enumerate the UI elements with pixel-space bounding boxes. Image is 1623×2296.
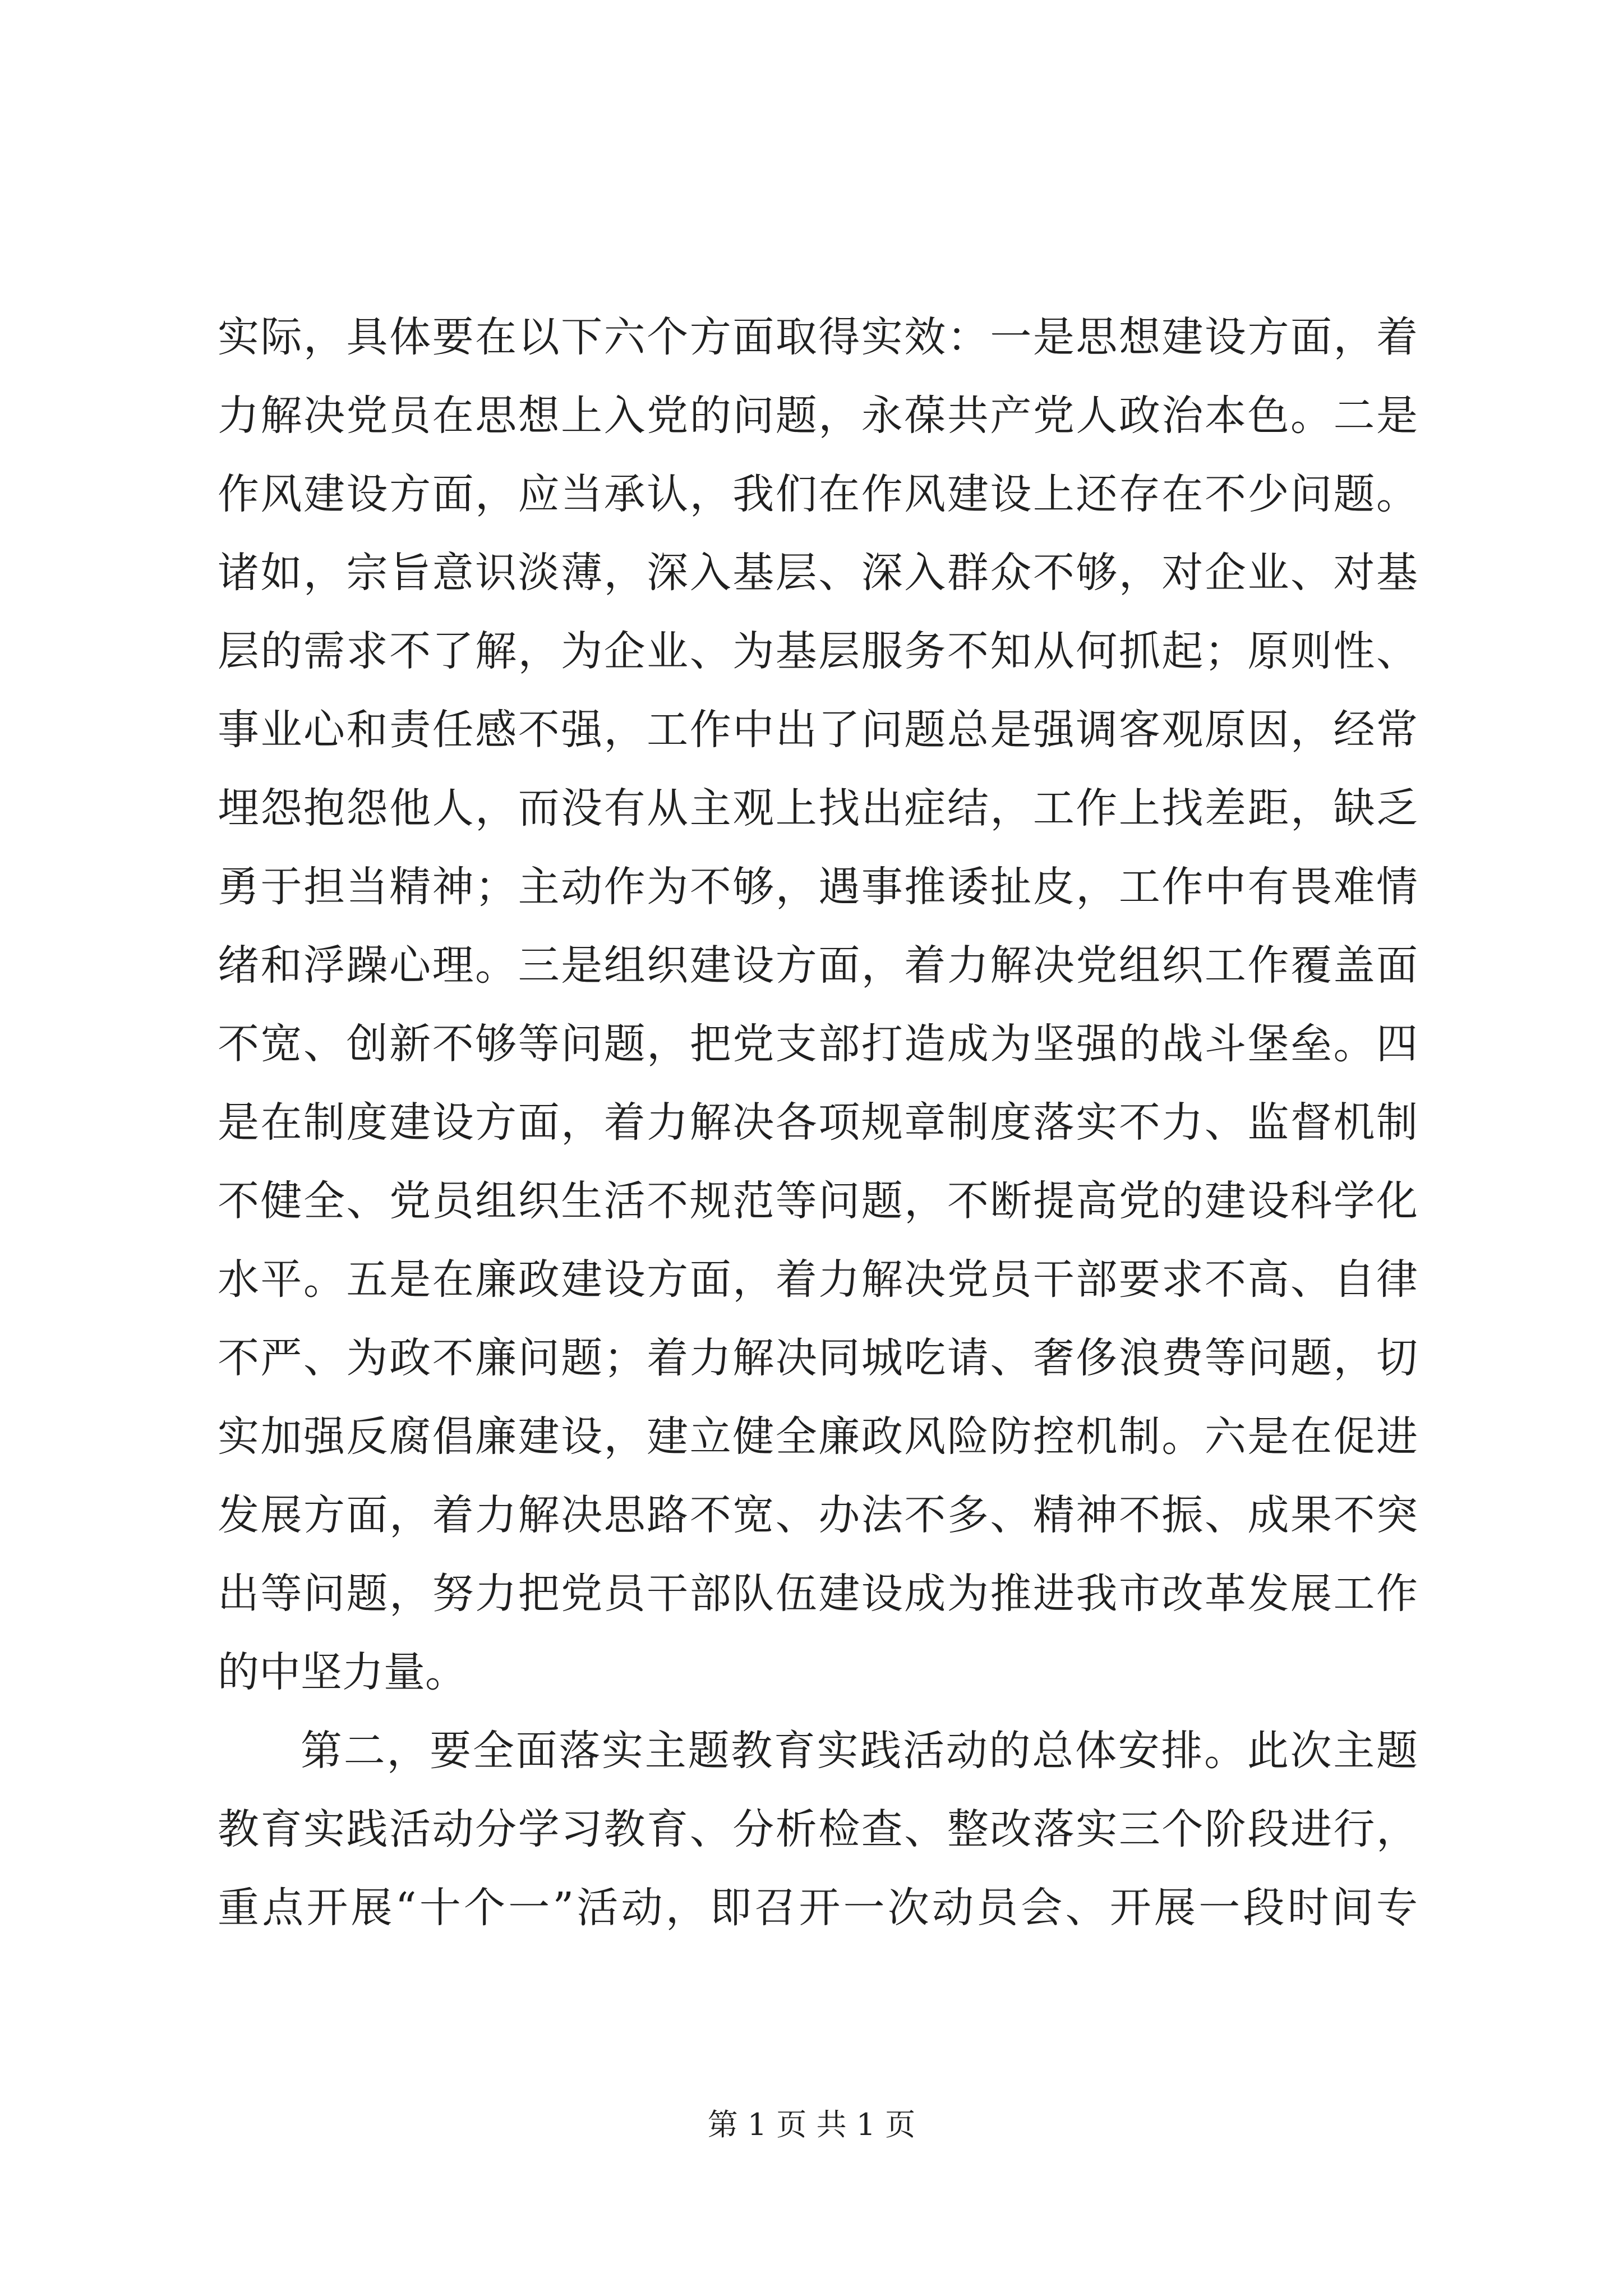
text-line: 重点开展“十个一”活动，即召开一次动员会、开展一段时间专 (218, 1884, 1418, 1932)
text-line: 层的需求不了解，为企业、为基层服务不知从何抓起；原则性、 (218, 627, 1418, 675)
text-line: 的中坚力量。 (218, 1648, 467, 1696)
text-line: 埋怨抱怨他人，而没有从主观上找出症结，工作上找差距，缺乏 (218, 784, 1418, 832)
text-line: 勇于担当精神；主动作为不够，遇事推诿扯皮，工作中有畏难情 (218, 863, 1418, 911)
text-line: 第二，要全面落实主题教育实践活动的总体安排。此次主题 (301, 1727, 1418, 1775)
text-line: 作风建设方面，应当承认，我们在作风建设上还存在不少问题。 (218, 470, 1418, 518)
text-line: 力解决党员在思想上入党的问题，永葆共产党人政治本色。二是 (218, 392, 1418, 440)
text-line: 事业心和责任感不强，工作中出了问题总是强调客观原因，经常 (218, 706, 1418, 754)
text-line: 诸如，宗旨意识淡薄，深入基层、深入群众不够，对企业、对基 (218, 549, 1418, 597)
text-line: 教育实践活动分学习教育、分析检查、整改落实三个阶段进行， (218, 1805, 1418, 1853)
page-footer: 第 1 页 共 1 页 (707, 2107, 916, 2142)
text-line: 出等问题，努力把党员干部队伍建设成为推进我市改革发展工作 (218, 1570, 1418, 1618)
text-line: 不宽、创新不够等问题，把党支部打造成为坚强的战斗堡垒。四 (218, 1020, 1418, 1068)
text-line: 绪和浮躁心理。三是组织建设方面，着力解决党组织工作覆盖面 (218, 941, 1418, 990)
text-line: 不严、为政不廉问题；着力解决同城吃请、奢侈浪费等问题，切 (218, 1334, 1418, 1382)
text-line: 实加强反腐倡廉建设，建立健全廉政风险防控机制。六是在促进 (218, 1412, 1418, 1461)
text-line: 实际，具体要在以下六个方面取得实效：一是思想建设方面，着 (218, 313, 1418, 361)
text-line: 水平。五是在廉政建设方面，着力解决党员干部要求不高、自律 (218, 1255, 1418, 1304)
body-text (218, 298, 1418, 1947)
text-line: 不健全、党员组织生活不规范等问题，不断提高党的建设科学化 (218, 1177, 1418, 1225)
text-line: 是在制度建设方面，着力解决各项规章制度落实不力、监督机制 (218, 1098, 1418, 1147)
text-line: 发展方面，着力解决思路不宽、办法不多、精神不振、成果不突 (218, 1491, 1418, 1539)
